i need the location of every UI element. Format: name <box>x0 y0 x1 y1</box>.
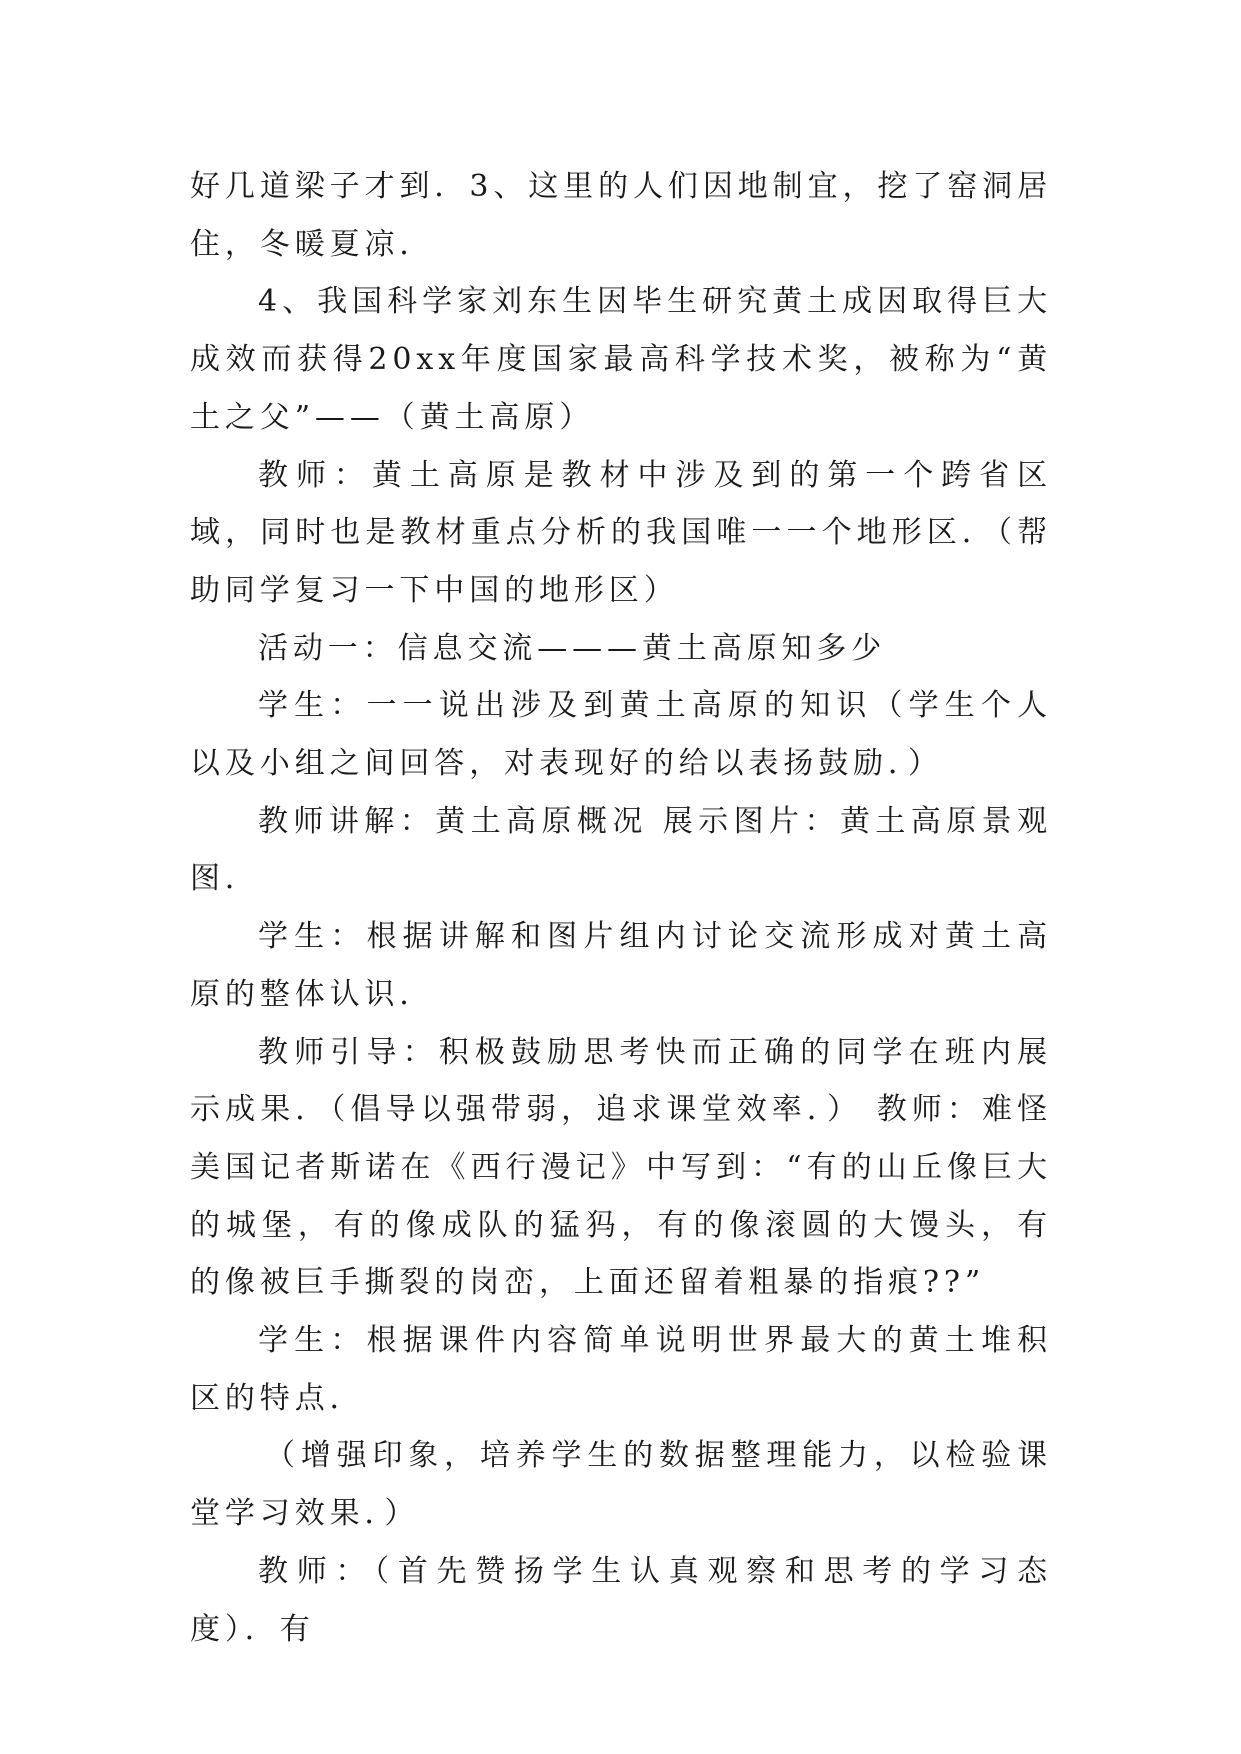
paragraph-continuation: 好几道梁子才到．3、这里的人们因地制宜，挖了窑洞居住，冬暖夏凉． <box>190 169 1052 262</box>
paragraph-student-discuss: 学生：根据讲解和图片组内讨论交流形成对黄土高原的整体认识． <box>190 919 1052 1012</box>
paragraph-teacher-guide: 教师引导：积极鼓励思考快而正确的同学在班内展示成果．（倡导以强带弱，追求课堂效率．） 教师：难怪美国记者斯诺在《西行漫记》中写到：“有的山丘像巨大的城堡，有的像成队的猛犸，有的像滚圆的大馒头，有的像被巨手撕裂的岗峦，上面还留着粗暴的指痕??” <box>190 1034 1052 1301</box>
paragraph-item-4: 4、我国科学家刘东生因毕生研究黄土成因取得巨大成效而获得20xx年度国家最高科学技术奖，被称为“黄土之父”——（黄土高原） <box>190 284 1052 435</box>
paragraph-note: （增强印象，培养学生的数据整理能力，以检验课堂学习效果．） <box>190 1438 1052 1532</box>
paragraph-student-answer: 学生：一一说出涉及到黄土高原的知识（学生个人以及小组之间回答，对表现好的给以表扬鼓励．） <box>190 688 1052 782</box>
paragraph-student-summary: 学生：根据课件内容简单说明世界最大的黄土堆积区的特点． <box>190 1323 1052 1416</box>
paragraph-teacher-praise: 教师：（首先赞扬学生认真观察和思考的学习态度）．有 <box>190 1553 1052 1647</box>
paragraph-teacher-intro: 教师：黄土高原是教材中涉及到的第一个跨省区域，同时也是教材重点分析的我国唯一一个地形区．（帮助同学复习一下中国的地形区） <box>190 457 1052 608</box>
paragraph-activity-one: 活动一：信息交流———黄土高原知多少 <box>258 630 887 666</box>
document-body <box>190 158 1052 1658</box>
paragraph-teacher-explain: 教师讲解：黄土高原概况 展示图片：黄土高原景观图． <box>190 803 1052 897</box>
